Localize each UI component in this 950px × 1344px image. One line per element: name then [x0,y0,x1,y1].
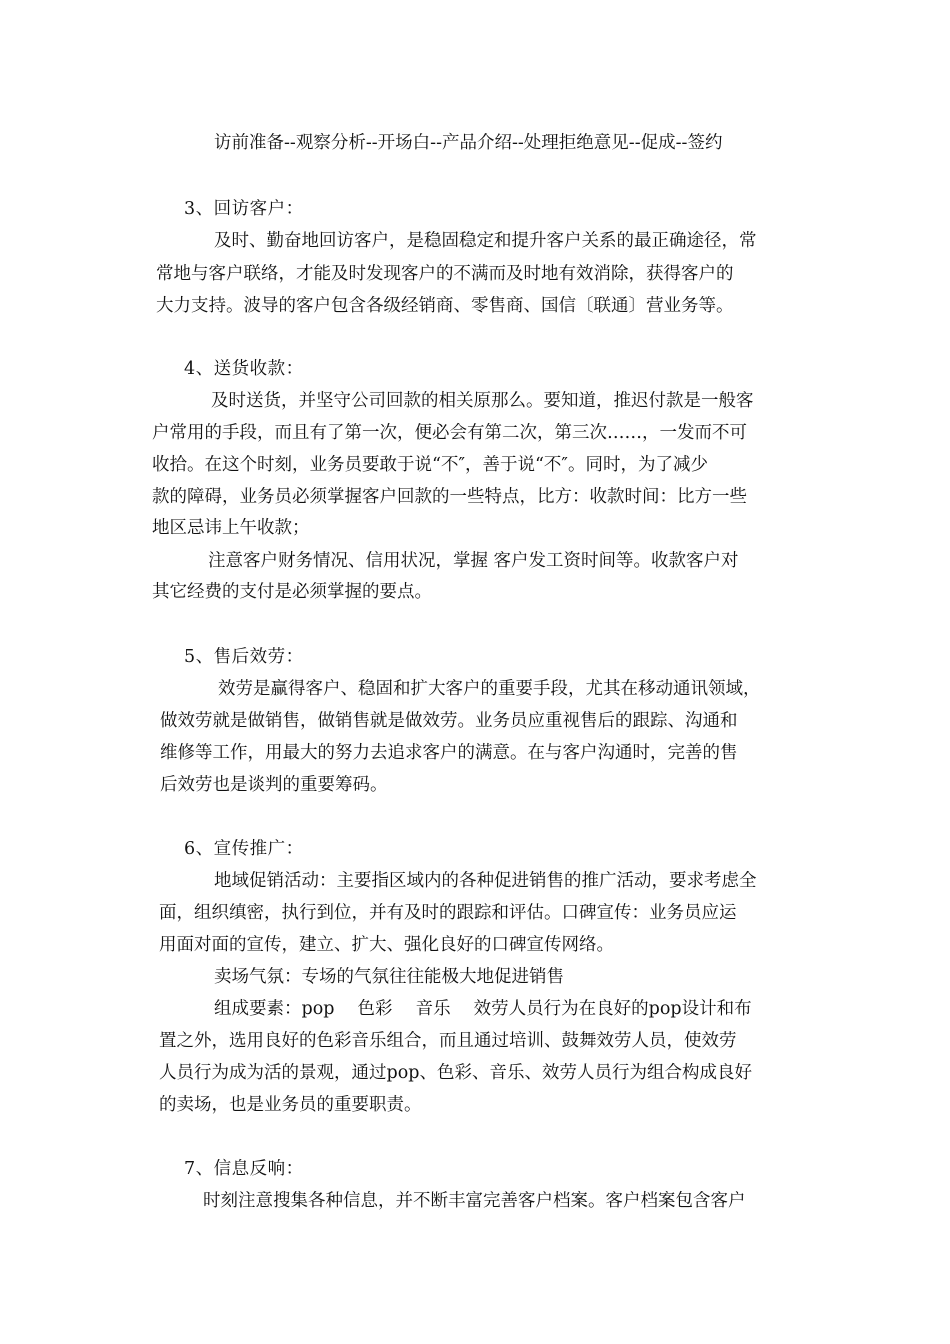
paragraph-line: 时刻注意搜集各种信息，并不断丰富完善客户档案。客户档案包含客户 [203,1191,746,1211]
section-heading-4: 4、送货收款： [184,359,304,379]
paragraph-line: 地域促销活动：主要指区域内的各种促进销售的推广活动，要求考虑全 [214,871,757,891]
paragraph-line: 做效劳就是做销售，做销售就是做效劳。业务员应重视售后的跟踪、沟通和 [160,711,738,731]
paragraph-line: 户常用的手段，而且有了第一次，便必会有第二次，第三次……，一发而不可 [152,423,747,443]
section-heading-6: 6、宣传推广： [184,839,304,859]
paragraph-line: 人员行为成为活的景观，通过pop、色彩、音乐、效劳人员行为组合构成良好 [159,1063,752,1083]
section-heading-7: 7、信息反响： [184,1159,304,1179]
paragraph-line: 后效劳也是谈判的重要筹码。 [160,775,388,795]
process-flow-line: 访前准备--观察分析--开场白--产品介绍--处理拒绝意见--促成--签约 [214,133,723,153]
section-heading-3: 3、回访客户： [184,199,304,219]
paragraph-line: 效劳是赢得客户、稳固和扩大客户的重要手段，尤其在移动通讯领域， [218,679,761,699]
paragraph-line: 维修等工作，用最大的努力去追求客户的满意。在与客户沟通时，完善的售 [160,743,738,763]
paragraph-line: 款的障碍，业务员必须掌握客户回款的一些特点，比方：收款时间：比方一些 [152,487,747,507]
paragraph-line: 地区忌讳上午收款； [152,518,310,538]
paragraph-line: 收拾。在这个时刻，业务员要敢于说“不″，善于说“不″。同时，为了减少 [152,455,708,475]
paragraph-line: 置之外，选用良好的色彩音乐组合，而且通过培训、鼓舞效劳人员，使效劳 [159,1031,737,1051]
paragraph-line: 组成要素：pop 色彩 音乐 效劳人员行为在良好的pop设计和布 [214,999,752,1019]
paragraph-line: 注意客户财务情况、信用状况，掌握 客户发工资时间等。收款客户对 [208,551,739,571]
paragraph-line: 其它经费的支付是必须掌握的要点。 [152,582,432,602]
paragraph-line: 用面对面的宣传，建立、扩大、强化良好的口碑宣传网络。 [159,935,614,955]
paragraph-line: 大力支持。波导的客户包含各级经销商、零售商、国信〔联通〕营业务等。 [156,296,734,316]
paragraph-line: 及时送货，并坚守公司回款的相关原那么。要知道，推迟付款是一般客 [211,391,754,411]
paragraph-line: 常地与客户联络，才能及时发现客户的不满而及时地有效消除，获得客户的 [156,264,734,284]
paragraph-line: 面，组织缜密，执行到位，并有及时的跟踪和评估。口碑宣传：业务员应运 [159,903,737,923]
section-heading-5: 5、售后效劳： [184,647,304,667]
paragraph-line: 的卖场，也是业务员的重要职责。 [159,1095,422,1115]
paragraph-line: 卖场气氛：专场的气氛往往能极大地促进销售 [214,967,564,987]
paragraph-line: 及时、勤奋地回访客户，是稳固稳定和提升客户关系的最正确途径，常 [214,231,757,251]
